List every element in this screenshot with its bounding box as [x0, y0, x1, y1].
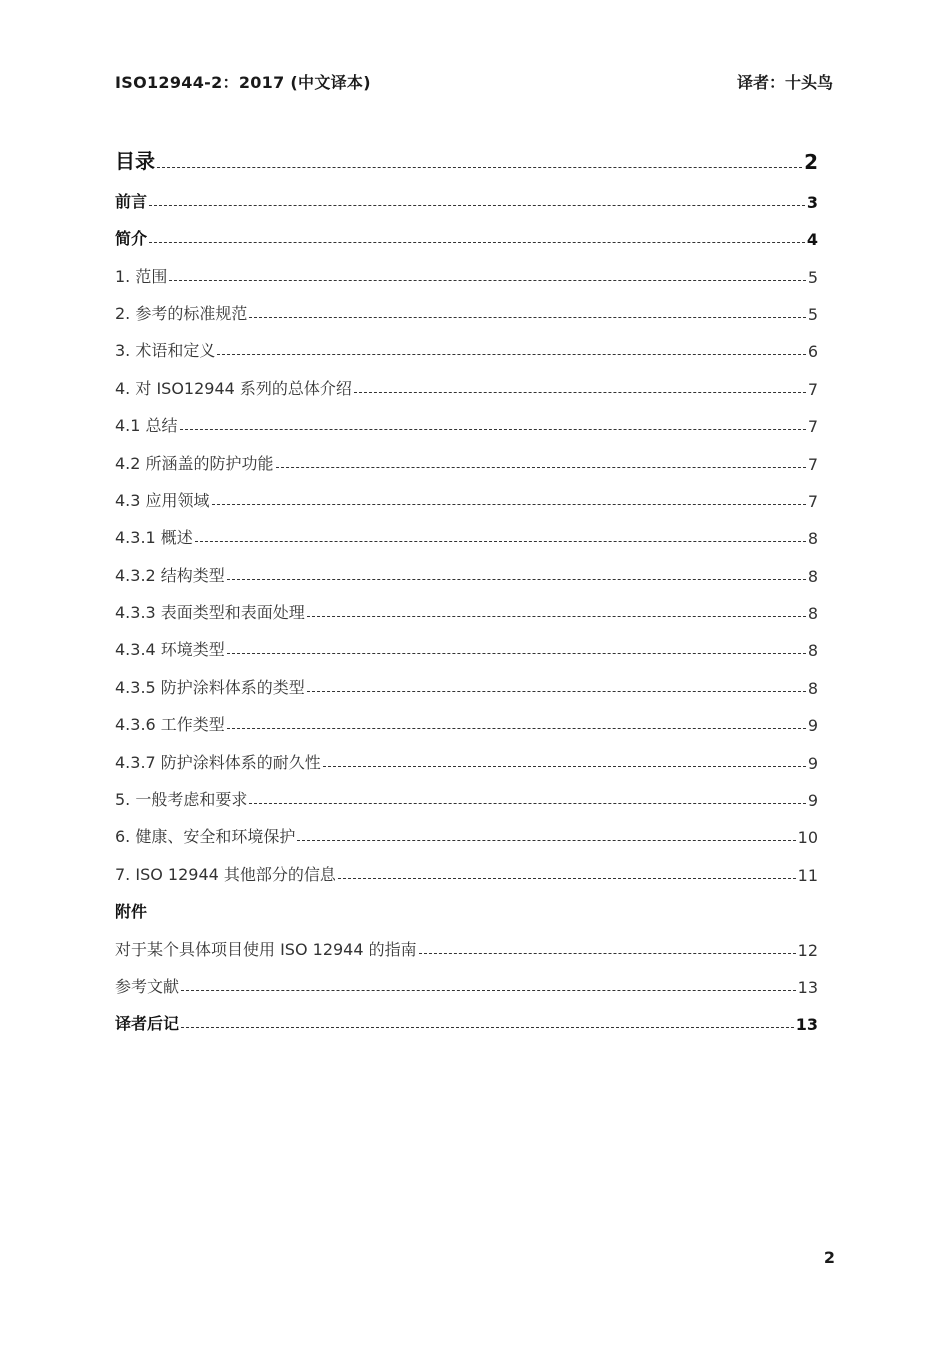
toc-entry-label: 1. 范围	[115, 266, 168, 286]
toc-entry[interactable]	[115, 255, 818, 292]
toc-entry-label: 对于某个具体项目使用 ISO 12944 的指南	[115, 939, 417, 959]
toc-entry-page: 8	[807, 641, 818, 661]
toc-entry-label: 4.3.3 表面类型和表面处理	[115, 603, 305, 623]
toc-entry-page: 5	[807, 267, 818, 287]
toc-dot-leader	[323, 766, 806, 767]
toc-dot-leader	[307, 616, 806, 617]
toc-entry-page: 4	[806, 230, 818, 250]
toc-entry[interactable]	[115, 143, 818, 180]
toc-entry[interactable]	[115, 442, 818, 479]
toc-entry[interactable]	[115, 480, 818, 517]
toc-entry-page: 8	[807, 678, 818, 698]
toc-entry-label: 4.1 总结	[115, 416, 178, 436]
toc-entry-page: 7	[807, 491, 818, 511]
toc-entry-page: 7	[807, 379, 818, 399]
toc-dot-leader	[307, 691, 806, 692]
toc-entry-label: 2. 参考的标准规范	[115, 303, 248, 323]
toc-dot-leader	[169, 280, 805, 281]
toc-dot-leader	[149, 242, 805, 243]
toc-entry[interactable]	[115, 592, 818, 629]
toc-dot-leader	[227, 579, 806, 580]
toc-dot-leader	[227, 653, 806, 654]
toc-dot-leader	[217, 354, 805, 355]
toc-entry-page: 8	[807, 604, 818, 624]
toc-entry-label: 4.2 所涵盖的防护功能	[115, 453, 274, 473]
toc-entry[interactable]	[115, 554, 818, 591]
toc-entry-page: 9	[807, 753, 818, 773]
toc-dot-leader	[354, 392, 806, 393]
toc-entry-label: 5. 一般考虑和要求	[115, 790, 248, 810]
toc-entry-label: 目录	[115, 149, 155, 174]
toc-entry-label: 6. 健康、安全和环境保护	[115, 827, 296, 847]
toc-entry[interactable]	[115, 629, 818, 666]
toc-entry[interactable]	[115, 405, 818, 442]
toc-dot-leader	[276, 467, 806, 468]
toc-entry[interactable]	[115, 293, 818, 330]
page-number: 2	[823, 1248, 835, 1267]
toc-dot-leader	[181, 1027, 794, 1028]
toc-entry-label: 4.3.7 防护涂料体系的耐久性	[115, 752, 321, 772]
toc-dot-leader	[180, 429, 806, 430]
toc-entry-label: 4.3.1 概述	[115, 528, 193, 548]
toc-dot-leader	[338, 878, 796, 879]
toc-entry-page: 8	[807, 566, 818, 586]
toc-entry-label: 7. ISO 12944 其他部分的信息	[115, 864, 336, 884]
toc-entry[interactable]	[115, 517, 818, 554]
toc-entry-label: 简介	[115, 229, 148, 249]
toc-dot-leader	[297, 840, 795, 841]
toc-entry-label: 4.3 应用领域	[115, 490, 210, 510]
toc-dot-leader	[419, 953, 796, 954]
toc-entry-label: 3. 术语和定义	[115, 341, 216, 361]
toc-entry-label: 译者后记	[115, 1014, 180, 1034]
toc-dot-leader	[195, 541, 806, 542]
table-of-contents	[115, 143, 818, 1040]
toc-entry-page: 8	[807, 529, 818, 549]
toc-entry-page: 7	[807, 454, 818, 474]
toc-entry-page: 3	[806, 192, 818, 212]
toc-entry-page: 13	[797, 977, 818, 997]
toc-entry-label: 4. 对 ISO12944 系列的总体介绍	[115, 378, 352, 398]
toc-entry-label: 附件	[115, 902, 148, 922]
toc-entry[interactable]	[115, 928, 818, 965]
toc-entry[interactable]	[115, 816, 818, 853]
toc-dot-leader	[149, 205, 805, 206]
toc-entry[interactable]	[115, 966, 818, 1003]
toc-entry-page: 9	[807, 716, 818, 736]
toc-dot-leader	[181, 990, 796, 991]
toc-entry-page: 6	[807, 342, 818, 362]
toc-entry-label: 参考文献	[115, 976, 180, 996]
toc-dot-leader	[227, 728, 806, 729]
toc-entry-page: 2	[804, 150, 818, 175]
toc-entry[interactable]	[115, 779, 818, 816]
document-header-title: ISO12944-2：2017 (中文译本)	[115, 73, 371, 92]
toc-entry-page: 10	[797, 828, 818, 848]
toc-entry-page: 12	[797, 940, 818, 960]
toc-entry[interactable]	[115, 666, 818, 703]
toc-entry[interactable]	[115, 1003, 818, 1040]
toc-dot-leader	[157, 167, 802, 168]
toc-entry[interactable]	[115, 891, 818, 928]
toc-dot-leader	[249, 803, 805, 804]
toc-entry[interactable]	[115, 330, 818, 367]
toc-entry-page: 11	[797, 865, 818, 885]
toc-entry-page: 7	[807, 417, 818, 437]
toc-entry-label: 4.3.4 环境类型	[115, 640, 225, 660]
toc-entry[interactable]	[115, 180, 818, 217]
toc-dot-leader	[212, 504, 806, 505]
toc-entry-page: 5	[807, 304, 818, 324]
translator-credit: 译者：十头鸟	[736, 73, 833, 92]
toc-entry-label: 前言	[115, 191, 148, 211]
toc-entry[interactable]	[115, 218, 818, 255]
toc-entry-label: 4.3.5 防护涂料体系的类型	[115, 677, 305, 697]
toc-entry-label: 4.3.6 工作类型	[115, 715, 225, 735]
toc-entry-page: 13	[795, 1015, 818, 1035]
toc-entry[interactable]	[115, 853, 818, 890]
toc-entry[interactable]	[115, 741, 818, 778]
toc-entry[interactable]	[115, 367, 818, 404]
toc-dot-leader	[249, 317, 805, 318]
toc-entry-label: 4.3.2 结构类型	[115, 565, 225, 585]
toc-entry[interactable]	[115, 704, 818, 741]
toc-entry-page: 9	[807, 791, 818, 811]
